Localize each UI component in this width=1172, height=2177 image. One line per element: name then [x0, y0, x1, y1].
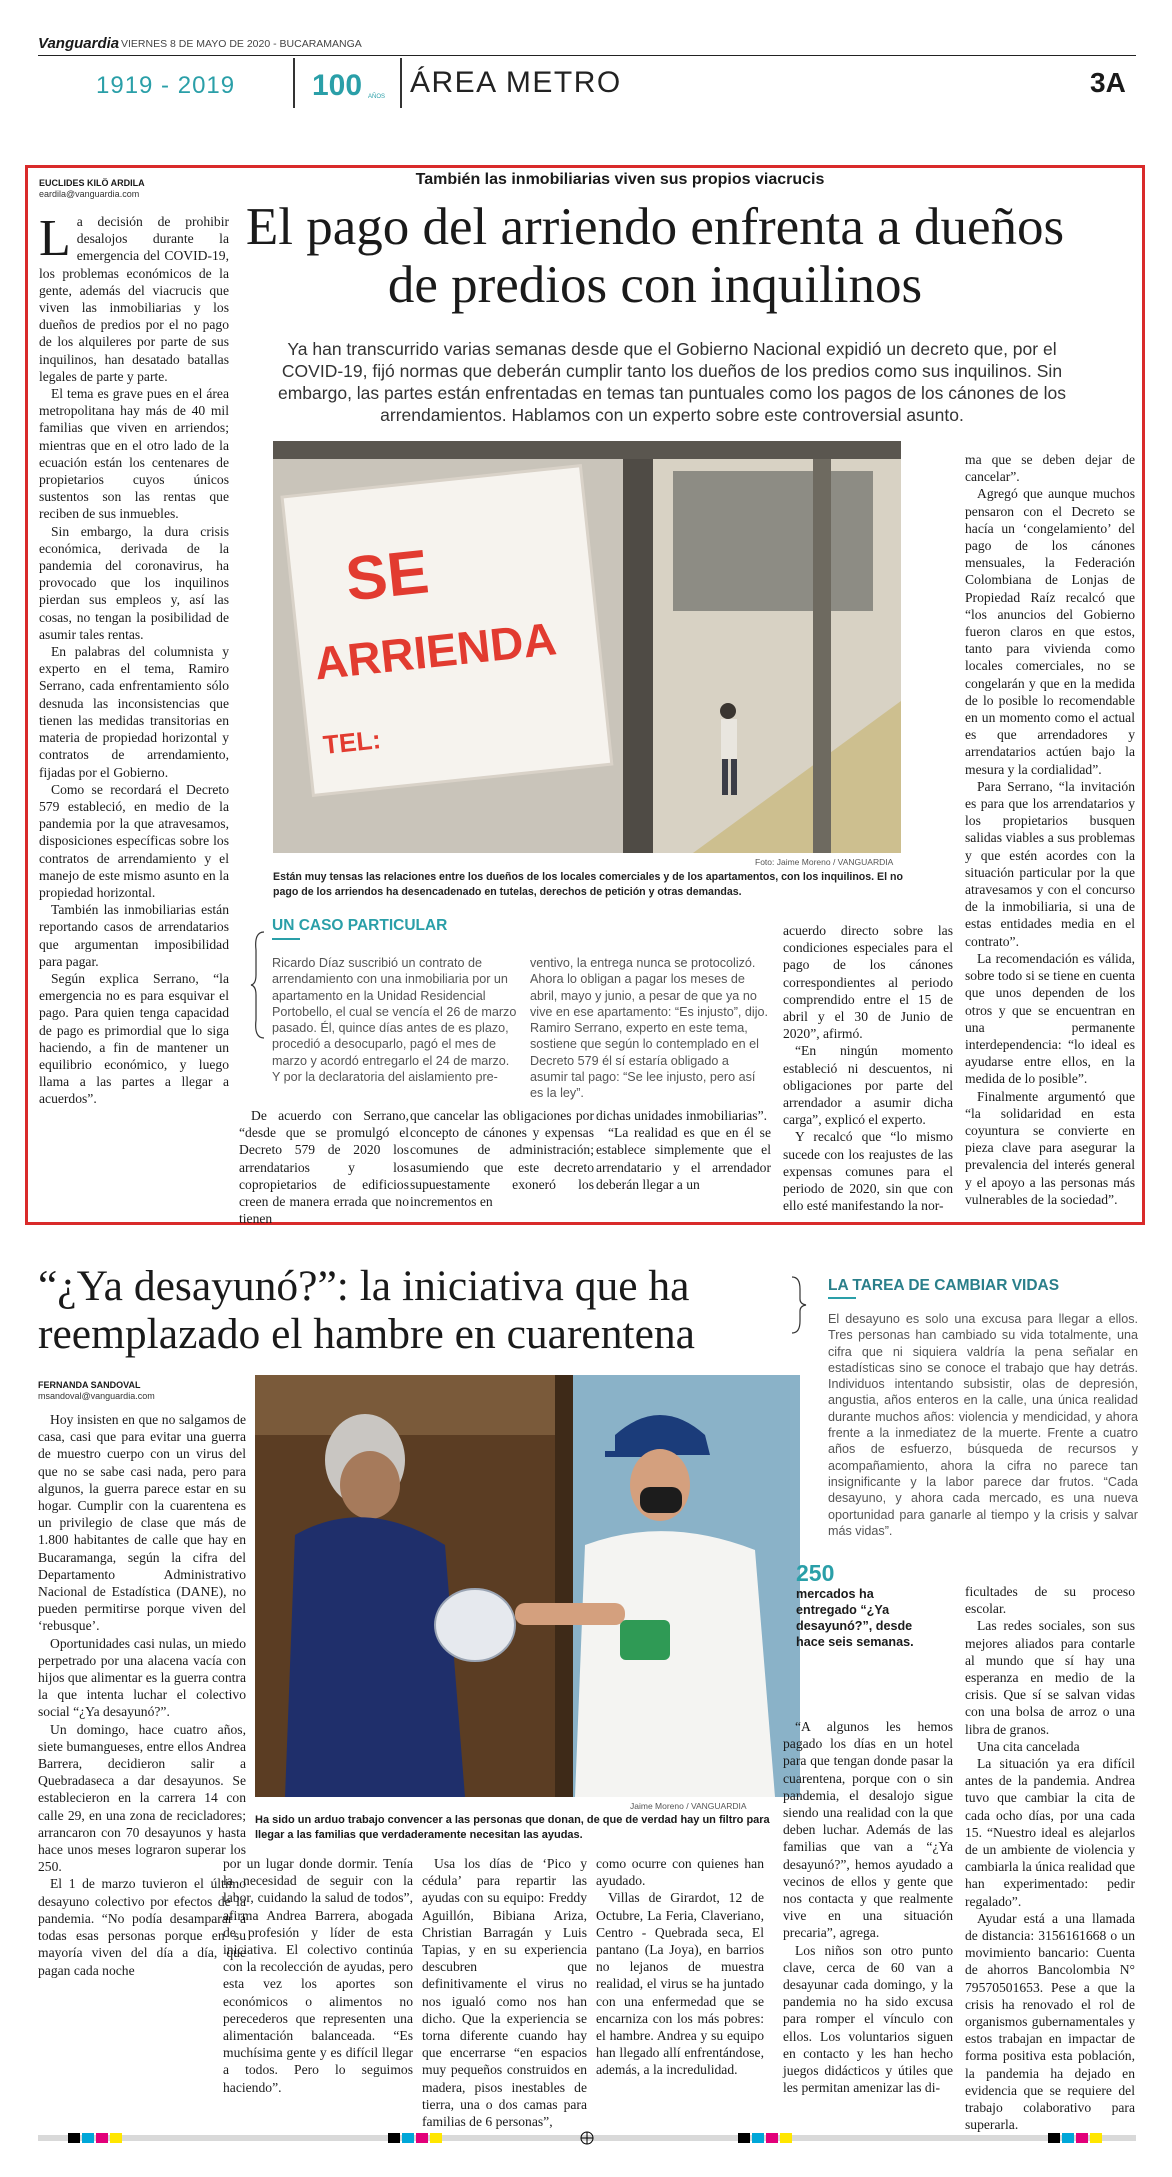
- article-column: ficultades de su proceso escolar. Las redes sociales, son sus mejores aliados para contarle al mundo que sí hay una esperanza en medio de la crisis. Que sí se salvan vidas con una bolsa de arroz o una libra de granos. Una cita cancelada La situación ya era difícil antes de la pandemia. Andrea tuvo que cambiar la cita de cada ocho días, por una cada 15. “Nuestro ideal es alejarlos de un ambiente de violencia y cambiarla la única realidad que han experimentado: pedir regalado”. Ayudar está a una llamada de distancia: 3156161668 o un movimiento bancario: Cuenta de ahorros Bancolombia N° 79570501653. Pese a que la crisis ha renovado el rol de organismos gubernamentales y estos trabajan en impactar de forma positiva esta población, la pandemia ha dejado en evidencia que se requiere del trabajo colaborativo para superarla.: [965, 1584, 1135, 2133]
- article-column: por un lugar donde dormir. Tenía la necesidad de seguir con la labor, cuidando la salud de todos”, afirma Andrea Barrera, abogada de profesión y líder de esta iniciativa. El colectivo continúa con la recolección de ayudas, pero esta vez los aportes son económicos o alimentos no perecederos que representen una alimentación balanceada. “Es muchísima gente y es difícil llegar a todos. Pero lo seguimos haciendo”.: [223, 1856, 413, 2095]
- paragraph: También las inmobiliarias están reportando casos de arrendatarios que argumentan imposibilidad para pagar.: [39, 902, 229, 969]
- divider: [293, 58, 295, 108]
- print-registration-bar: [38, 2131, 1136, 2145]
- article-headline: “¿Ya desayunó?”: la iniciativa que ha reemplazado el hambre en cuarentena: [38, 1262, 695, 1358]
- article-column: “A algunos les hemos pagado los días en un hotel para que tengan donde pasar la cuarentena, porque con o sin pandemia, el desalojo sigue siendo una realidad con la que deben luchar. Además de las familias que van a “¿Ya desayunó?”, hemos ayudado a vecinos de ellos y gente que nos contacta y que realmente vive en una situación precaria”, agrega. Los niños son otro punto clave, cerca de 60 van a desayunar cada domingo, y la pandemia no ha sido excusa para romper el vínculo con ellos. Los voluntarios siguen en contacto y les han hecho juegos didácticos y útiles que les permitan amenizar las di-: [783, 1719, 953, 2096]
- svg-text:SE: SE: [342, 537, 432, 615]
- box-text: Ricardo Díaz suscribió un contrato de arrendamiento con una inmobiliaria por un apartamento en la Unidad Residencial Portobello, el cual se vencía el 26 de marzo pasado. Él, quince días antes de es plazo, procedió a desocuparlo, pagó el mes de marzo y acordó entregarlo el 24 de marzo. Y por la declaratoria del aislamiento pre-: [272, 956, 517, 1085]
- photo-se-arrienda: [273, 441, 901, 853]
- article-column: [39, 210, 229, 1108]
- paragraph: Sin embargo, la dura crisis económica, derivada de la pandemia del coronavirus, ha provocado que los inquilinos pierdan sus empleos y, así las cosas, no tengan la posibilidad de asumir tales rentas.: [39, 523, 229, 642]
- box-title-underline: [272, 938, 300, 940]
- box-title-underline: [828, 1297, 856, 1299]
- box-title: LA TAREA DE CAMBIAR VIDAS: [828, 1277, 1060, 1294]
- article-column: acuerdo directo sobre las condiciones especiales para el pago de los cánones correspondientes al periodo comprendido entre el 15 de abril y el 30 de Junio de 2020”, afirmó. “En ningún momento estableció ni descuentos, ni obligaciones por parte del arrendador a asumir dicha carga”, explicó el experto. Y recalcó que “lo mismo sucede con los reajustes de las expensas comunes para el periodo de 2020, sin que con ello esté manifestando la nor-: [783, 923, 953, 1214]
- byline-email: eardila@vanguardia.com: [39, 189, 140, 199]
- drop-cap: L: [39, 210, 71, 267]
- stat-description: mercados ha entregado “¿Ya desayunó?”, desde hace seis semanas.: [796, 1587, 914, 1649]
- anniversary-logo: [310, 66, 390, 104]
- paragraph: El tema es grave pues en el área metropolitana hay más de 40 mil familias que viven en arriendos; mientras que en el otro lado de la ecuación están los centenares de propietarios cuyos únicos sustentos son las rentas que reciben de sus inmuebles.: [39, 386, 229, 522]
- byline: EUCLIDES KILÖ ARDILA: [39, 178, 145, 188]
- photo-credit: Jaime Moreno / VANGUARDIA: [630, 1801, 747, 1811]
- paragraph: Según explica Serrano, “la emergencia no es para esquivar el pago. Para quien tenga capacidad de pago es primordial que lo siga haciendo, a fin de mantener un equilibrio económico, y luego llama a las partes a llegar a acuerdos”.: [39, 970, 229, 1107]
- photo-caption: Ha sido un arduo trabajo convencer a las personas que donan, de que de verdad hay un filtro para llegar a las familias que verdaderamente necesitan las ayudas.: [255, 1814, 770, 1841]
- photo-food-delivery: [255, 1375, 800, 1797]
- photo-caption: Están muy tensas las relaciones entre los dueños de los locales comerciales y de los apartamentos, con los inquilinos. El no pago de los arriendos ha desencadenado en tutelas, derechos de petición y otras demandas.: [273, 871, 903, 898]
- article-column: como ocurre con quienes han ayudado. Villas de Girardot, 12 de Octubre, La Feria, Claveriano, Centro - Quebrada seca, El pantano (La Joya), en barrios no lejanos de muestra realidad, el virus se ha juntado con una enfermedad que se encarniza con los más pobres: el hambre. Andrea y su equipo han llegado allí enfrentándose, además, a la incredulidad.: [596, 1856, 764, 2078]
- masthead: [38, 32, 1136, 56]
- photo-credit: Foto: Jaime Moreno / VANGUARDIA: [755, 857, 894, 867]
- box-text: El desayuno es solo una excusa para llegar a ellos. Tres personas han cambiado su vida totalmente, una cifra que ni siquiera valdría la pena señalar en estadísticas sino se conoce el trabajo que hay detrás. Individuos intentando subsistir, olas de depresión, angustia, años enteros en la calle, una única realidad durante muchos años: violencia y mendicidad, y ahora frente a la inmediatez de la muerte. Frente a cuatro años de esfuerzo, búsqueda de recursos y acompañamiento, ahora la cifra no parece tan insignificante y la labor parece dar frutos. “Cada desayuno, y ahora cada mercado, es una nueva oportunidad para ganarle al tiempo y la crisis y salvar más vidas”.: [828, 1312, 1138, 1538]
- article-column: Hoy insisten en que no salgamos de casa, casi que para evitar una guerra de muestro cuerpo con un virus del que no se sabe casi nada, pero para algunos, la guerra parece estar en su hogar. Cumplir con la cuarentena es un privilegio de clase que más de 1.800 habitantes de calle que hay en Bucaramanga, según la cifra del Departamento Administrativo Nacional de Estadística (DANE), no pueden permitirse porque viven del ‘rebusque’. Oportunidades casi nulas, un miedo perpetrado por una alacena vacía con hijos que alimentar es la guerra contra la que intenta luchar el colectivo social “¿Ya desayunó?”. Un domingo, hace cuatro años, siete bumangueses, entre ellos Andrea Barrera, decidieron salir a Quebradaseca a dar desayunos. Se establecieron en la carrera 14 con calle 29, en una zona de recicladores; arrancaron con 70 desayunos y hasta hace unos meses lograron superar los 250. El 1 de marzo tuvieron el último desayuno colectivo por efectos de la pandemia. “No podía desamparar a todas esas personas porque en su mayoría viven del día a día, que pagan cada noche: [38, 1412, 246, 1978]
- dateline: VIERNES 8 DE MAYO DE 2020 - BUCARAMANGA: [121, 38, 362, 50]
- brand-name: Vanguardia: [38, 35, 120, 52]
- article-column: que cancelar las obligaciones por concepto de cánones y expensas comunes de administración; asumiendo que este decreto supuestamente exoneró los incrementos en: [410, 1108, 594, 1210]
- box-brace-icon: [250, 930, 266, 1040]
- stat-number: 250: [796, 1560, 835, 1586]
- byline-email: msandoval@vanguardia.com: [38, 1391, 155, 1401]
- svg-text:TEL:: TEL:: [321, 724, 383, 761]
- article-column: De acuerdo con Serrano, “desde que se promulgó el Decreto 579 de 2020 los arrendatarios y los copropietarios de edificios creen de manera errada que no tienen: [239, 1108, 409, 1227]
- article-deck: Ya han transcurrido varias semanas desde que el Gobierno Nacional expidió un decreto que, por el COVID-19, fijó normas que deberán cumplir tanto los dueños de los predios como sus inquilinos. Sin embargo, las partes están enfrentadas en temas tan puntuales como los pagos de los cánones de los arrendamientos. Hablamos con un experto sobre este controversial asunto.: [278, 339, 1066, 425]
- byline: FERNANDA SANDOVAL: [38, 1380, 141, 1390]
- paragraph: Como se recordará el Decreto 579 estableció, en medio de la pandemia por la que atravesamos, disposiciones específicas sobre los contratos de arrendamiento y el manejo de este mismo asunto en la propiedad horizontal.: [39, 781, 229, 900]
- paragraph: En palabras del columnista y experto en el tema, Ramiro Serrano, cada enfrentamiento sólo desnuda las inconsistencias que tienen las medidas transitorias en materia de propiedad horizontal y contratos de arrendamiento, fijadas por el Gobierno.: [39, 644, 229, 780]
- article-headline: El pago del arriendo enfrenta a dueños de predios con inquilinos: [245, 198, 1065, 314]
- article-kicker: También las inmobiliarias viven sus propios viacrucis: [415, 171, 825, 188]
- article-column: dichas unidades inmobiliarias”. “La realidad es que en él se establece simplemente que el arrendatario y el arrendador deberán llegar a un: [596, 1108, 771, 1192]
- divider: [400, 58, 402, 108]
- section-title: ÁREA METRO: [410, 66, 622, 99]
- anniversary-years: 1919 - 2019: [96, 72, 236, 99]
- paragraph: La decisión de prohibir desalojos durante la emergencia del COVID-19, los problemas económicos de la gente, además del viacrucis que viven las inmobiliarias y los dueños de predios por el no pago de los alquileres por parte de sus inquilinos, han desatado batallas legales de parte y parte.: [39, 210, 229, 384]
- box-title: UN CASO PARTICULAR: [272, 917, 448, 934]
- page-number: 3A: [1090, 67, 1126, 98]
- box-brace-icon: [790, 1275, 808, 1335]
- svg-text:ARRIENDA: ARRIENDA: [311, 612, 559, 690]
- svg-text:AÑOS: AÑOS: [368, 94, 386, 100]
- article-column: Usa los días de ‘Pico y cédula’ para repartir las ayudas con su equipo: Freddy Aguillón, Bibiana Ariza, Christian Barragán y Luis Tapias, y en su experiencia descubren que definitivamente el virus no nos igualó como nos han dicho. Que la experiencia se torna diferente cuando hay que encerrarse “en espacios muy pequeños construidos en madera, pisos inestables de tierra, una o dos camas para familias de 6 personas”,: [422, 1856, 587, 2130]
- box-text: ventivo, la entrega nunca se protocolizó. Ahora lo obligan a pagar los meses de abril, mayo y junio, a pesar de que ya no vive en ese apartamento: “Es injusto”, dijo. Ramiro Serrano, experto en este tema, sostiene que según lo contemplado en el Decreto 579 él sí estaría obligado a asumir tal pago: “Se lee injusto, pero así es la ley”.: [530, 956, 769, 1101]
- article-column: ma que se deben dejar de cancelar”. Agregó que aunque muchos pensaron con el Decreto se hacía un ‘congelamiento’ del pago de los cánones mensuales, la Federación Colombiana de Lonjas de Propiedad Raíz recalcó que “los anuncios del Gobierno fueron claros en que estos, tanto para vivienda como locales comerciales, no se congelarán y que en la medida de lo posible lo recomendable en un momento como el actual es que arrendadores y arrendatarios actúen bajo la mesura y la cordialidad”. Para Serrano, “la invitación es para que los arrendatarios y los propietarios busquen salidas viables a sus problemas y que estén acordes con la situación particular por la que atravesamos y con el concurso de la inmobiliaria, si una de estas entidades media en el contrato”. La recomendación es válida, sobre todo si se tiene en cuenta que unos dependen de los otros y que se encuentran en una permanente interdependencia: “lo ideal es ayudarse entre ellos, en la medida de lo posible”. Finalmente argumentó que “la solidaridad en esta coyuntura se convierte en pieza clave para asegurar la prevalencia del interés general y el apoyo a las personas más vulnerables de la sociedad”.: [965, 452, 1135, 1207]
- svg-text:100: 100: [312, 69, 363, 102]
